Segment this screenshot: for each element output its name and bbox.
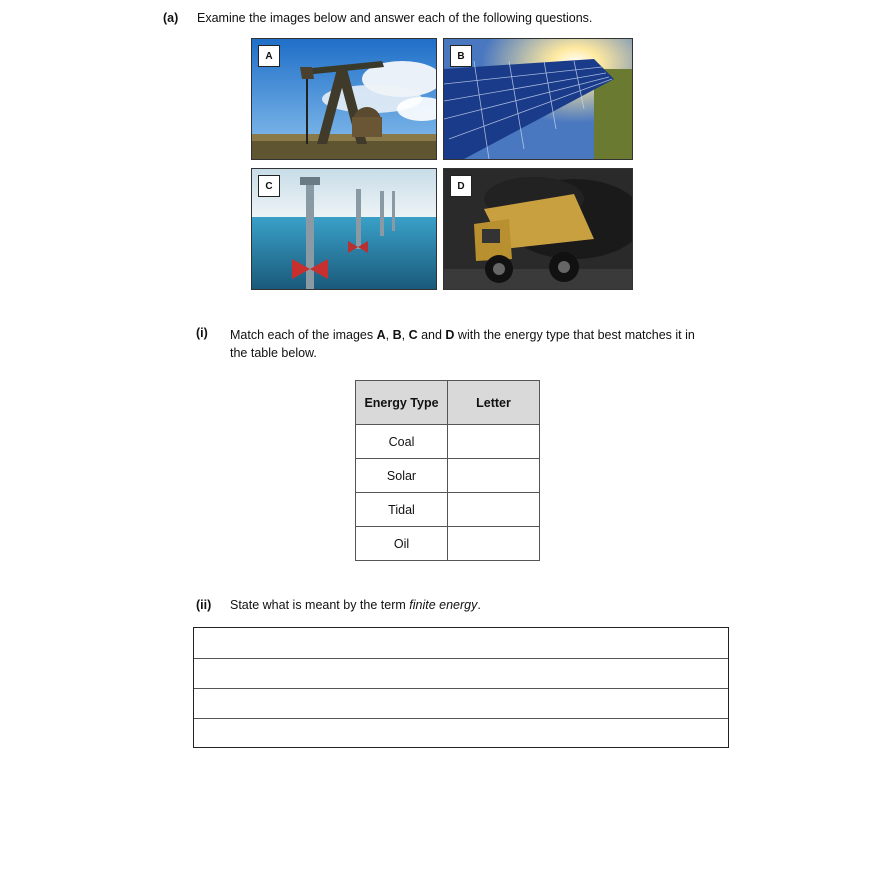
- letter-c: C: [408, 328, 418, 342]
- letter-answer-cell[interactable]: [448, 459, 540, 493]
- letter-d: D: [445, 328, 455, 342]
- energy-cell: Tidal: [356, 493, 448, 527]
- answer-line: [194, 688, 728, 689]
- question-a-label: (a): [163, 11, 179, 25]
- part-ii-text: State what is meant by the term finite energy.: [230, 598, 481, 612]
- energy-cell: Oil: [356, 527, 448, 561]
- answer-line: [194, 718, 728, 719]
- letter-answer-cell[interactable]: [448, 527, 540, 561]
- part-ii-label: (ii): [196, 598, 212, 612]
- header-letter: Letter: [448, 381, 540, 425]
- image-d-tag: D: [450, 175, 472, 197]
- table-row: [356, 493, 540, 527]
- image-a-oil-pumpjack: [251, 38, 437, 160]
- image-a-tag: A: [258, 45, 280, 67]
- image-c-tag: C: [258, 175, 280, 197]
- question-a-prompt: Examine the images below and answer each of the following questions.: [197, 11, 593, 25]
- answer-line: [194, 658, 728, 659]
- table-row: [356, 527, 540, 561]
- table-row: [356, 459, 540, 493]
- letter-answer-cell[interactable]: [448, 425, 540, 459]
- image-b-solar-panels: [443, 38, 633, 160]
- part-i-text: Match each of the images A, B, C and D with the energy type that best matches it in the table below.: [230, 328, 695, 360]
- image-d-coal-truck: [443, 168, 633, 290]
- header-energy-type: Energy Type: [356, 381, 448, 425]
- term-finite-energy: finite energy: [409, 598, 478, 612]
- image-b-tag: B: [450, 45, 472, 67]
- energy-match-table: [355, 380, 540, 561]
- image-c-tidal-turbines: [251, 168, 437, 290]
- energy-cell: Coal: [356, 425, 448, 459]
- letter-a: A: [376, 328, 386, 342]
- part-i-label: (i): [196, 326, 208, 340]
- letter-b: B: [392, 328, 402, 342]
- energy-cell: Solar: [356, 459, 448, 493]
- letter-answer-cell[interactable]: [448, 493, 540, 527]
- answer-box[interactable]: [193, 627, 729, 748]
- table-row: [356, 425, 540, 459]
